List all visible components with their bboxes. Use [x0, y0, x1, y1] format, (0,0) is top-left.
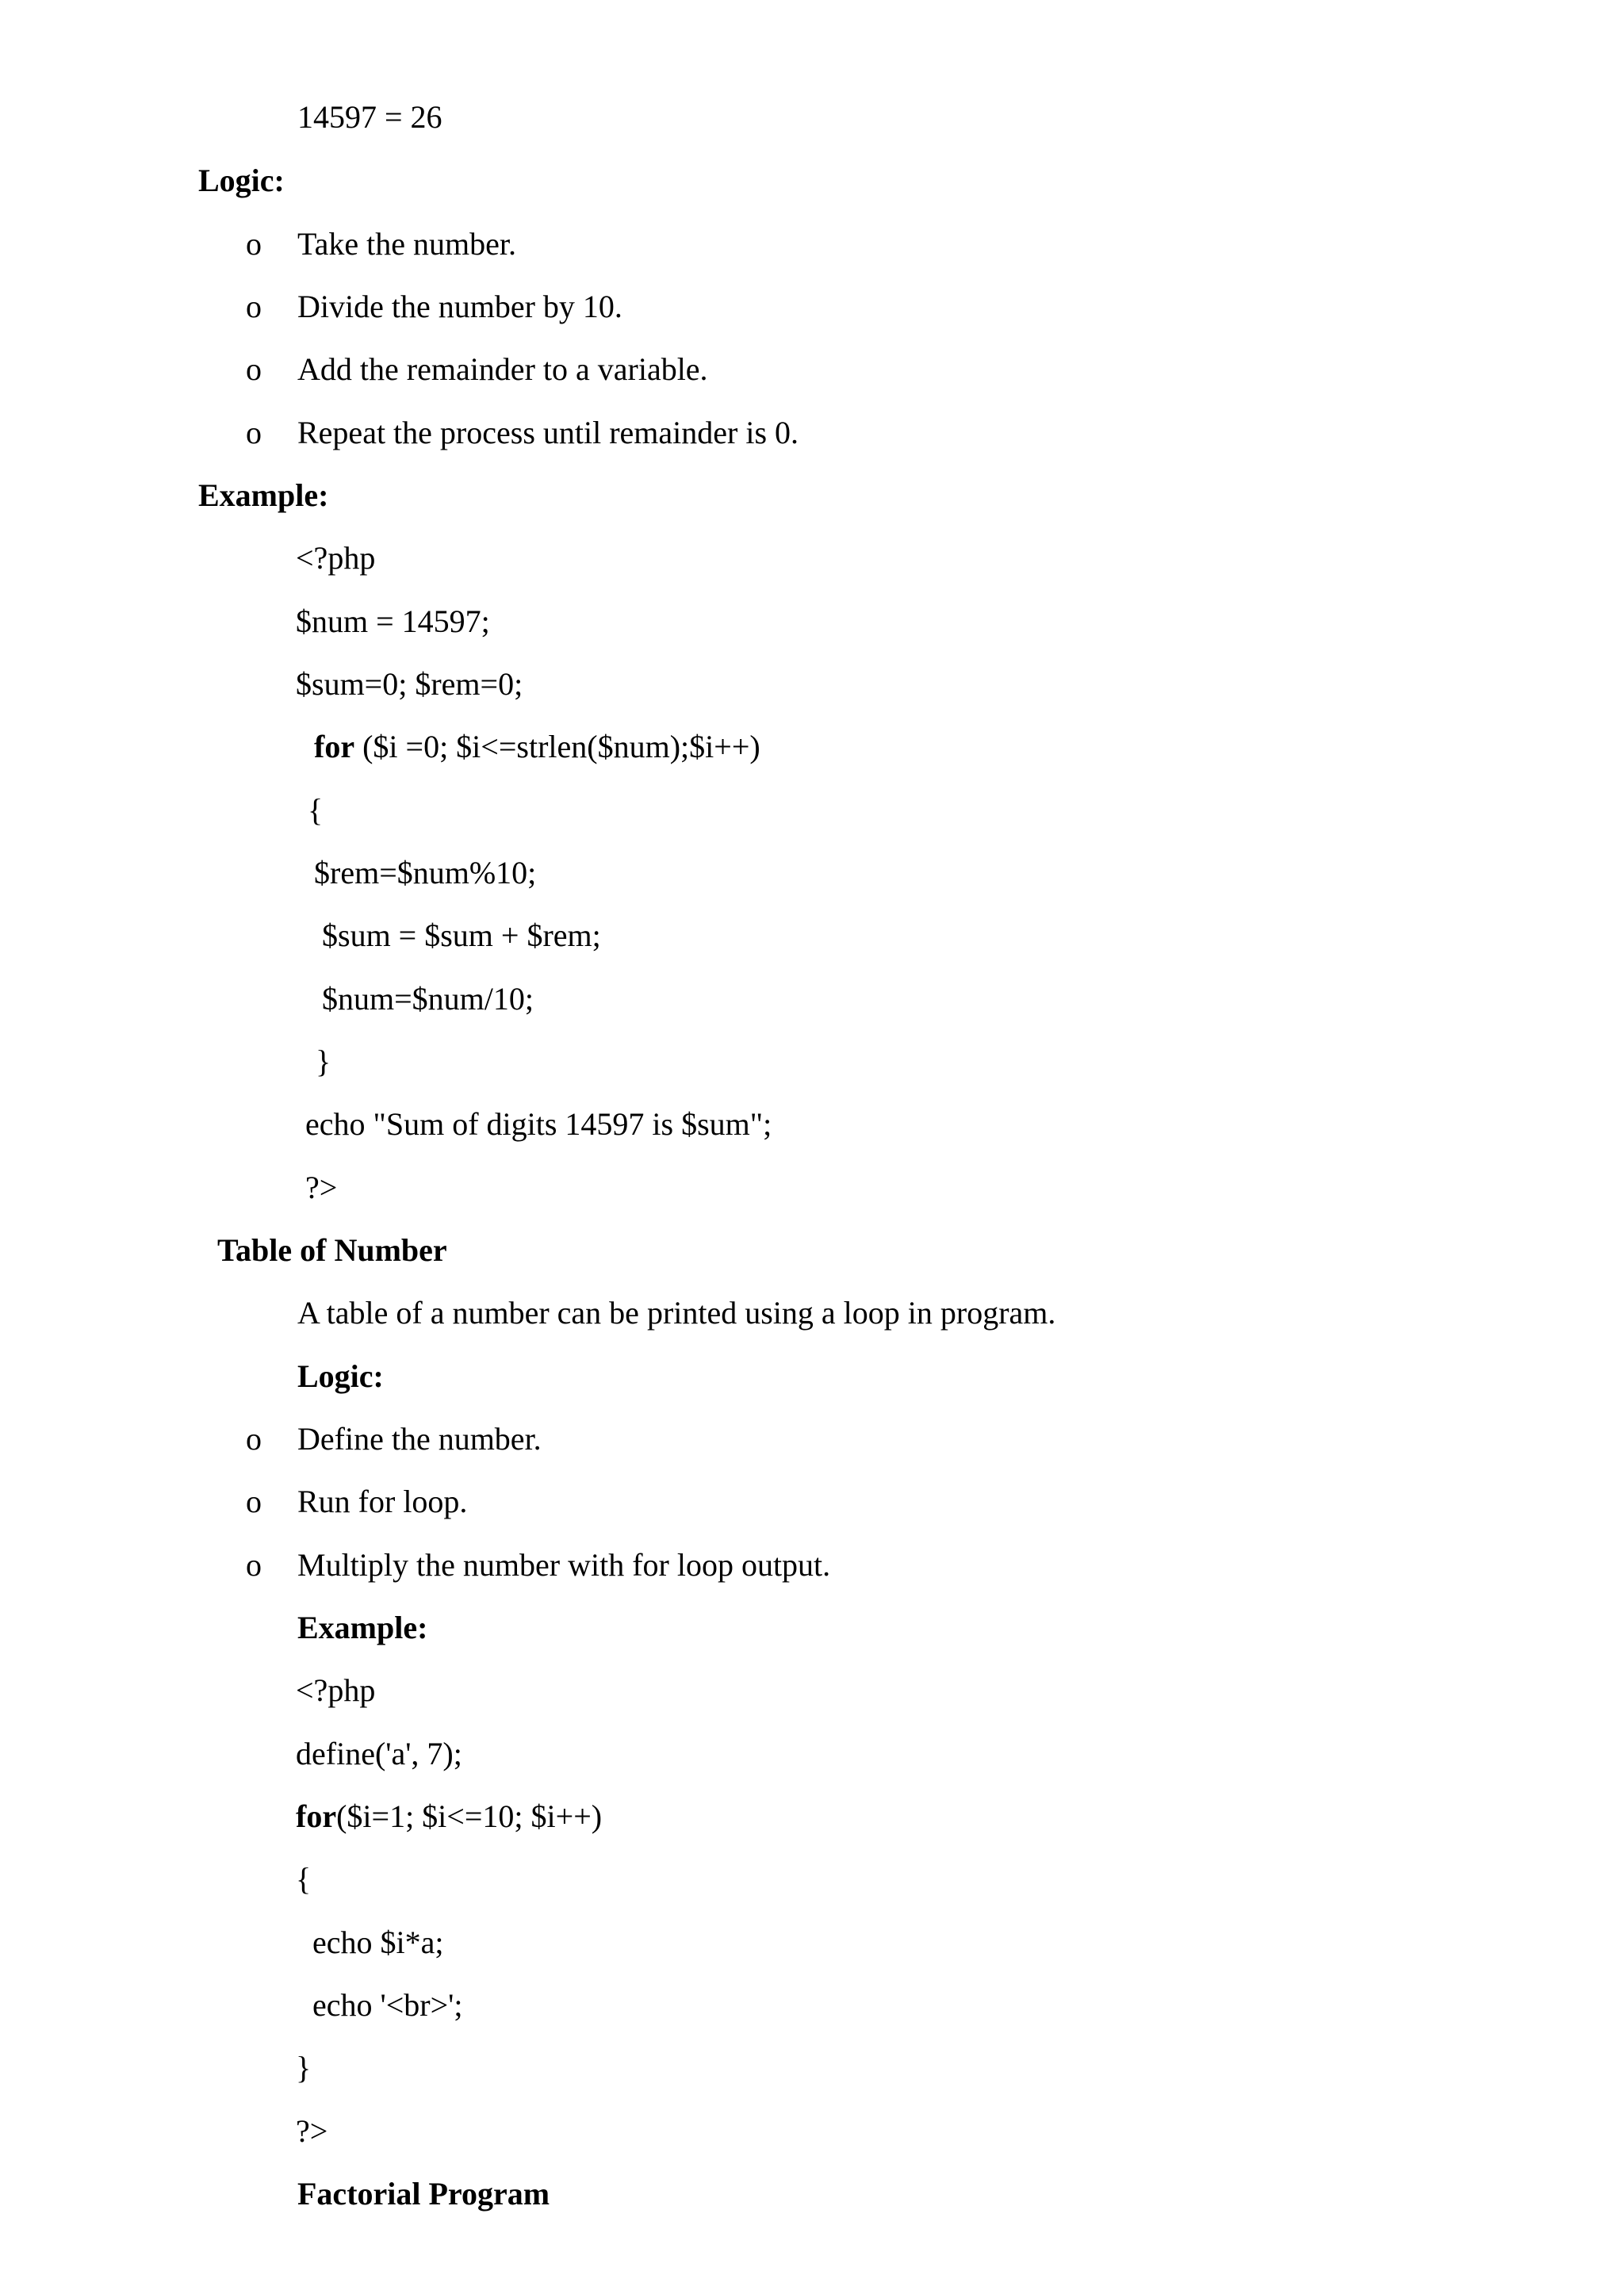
bullet-marker: o: [246, 289, 262, 324]
code-line: [314, 731, 760, 763]
bullet-marker: o: [246, 1421, 262, 1457]
code-keyword: for: [314, 729, 355, 764]
code-line: <?php: [296, 1672, 376, 1708]
code-line: echo "Sum of digits 14597 is $sum";: [305, 1106, 772, 1142]
logic-step: Multiply the number with for loop output.: [297, 1547, 831, 1583]
code-line: {: [308, 792, 324, 828]
bullet-marker: o: [246, 1484, 262, 1519]
code-text: ($i =0; $i<=strlen($num);$i++): [354, 729, 760, 764]
example-heading: Example:: [198, 477, 329, 513]
example-heading: Example:: [297, 1610, 428, 1645]
logic-step: Repeat the process until remainder is 0.: [297, 415, 799, 450]
logic-step: Take the number.: [297, 226, 516, 262]
code-line: $num = 14597;: [296, 603, 490, 639]
code-line: echo $i*a;: [312, 1924, 444, 1960]
code-line: {: [296, 1861, 312, 1897]
bullet-marker: o: [246, 1547, 262, 1583]
code-line: $sum = $sum + $rem;: [322, 917, 601, 953]
logic-step: Define the number.: [297, 1421, 542, 1457]
code-keyword: for: [296, 1798, 337, 1834]
logic-step: Divide the number by 10.: [297, 289, 622, 324]
bullet-marker: o: [246, 226, 262, 262]
code-line: <?php: [296, 540, 376, 576]
code-line: $num=$num/10;: [322, 981, 534, 1017]
code-line: ?>: [296, 2113, 328, 2149]
code-line: $sum=0; $rem=0;: [296, 666, 523, 702]
section-heading: Table of Number: [217, 1232, 447, 1268]
code-line: }: [316, 1044, 331, 1079]
code-line: define('a', 7);: [296, 1736, 462, 1771]
code-line: echo '<br>';: [312, 1987, 463, 2023]
code-line: [296, 1798, 603, 1834]
code-line: ?>: [305, 1170, 338, 1205]
code-text: ($i=1; $i<=10; $i++): [336, 1798, 603, 1834]
logic-step: Run for loop.: [297, 1484, 468, 1519]
bullet-marker: o: [246, 415, 262, 450]
bullet-marker: o: [246, 351, 262, 387]
logic-heading: Logic:: [297, 1358, 384, 1394]
result-line: 14597 = 26: [297, 99, 442, 135]
code-line: }: [296, 2050, 312, 2085]
section-heading: Factorial Program: [297, 2176, 550, 2212]
section-description: A table of a number can be printed using a loop in program.: [297, 1295, 1056, 1331]
code-line: $rem=$num%10;: [314, 855, 537, 890]
logic-heading: Logic:: [198, 163, 285, 198]
logic-step: Add the remainder to a variable.: [297, 351, 708, 387]
